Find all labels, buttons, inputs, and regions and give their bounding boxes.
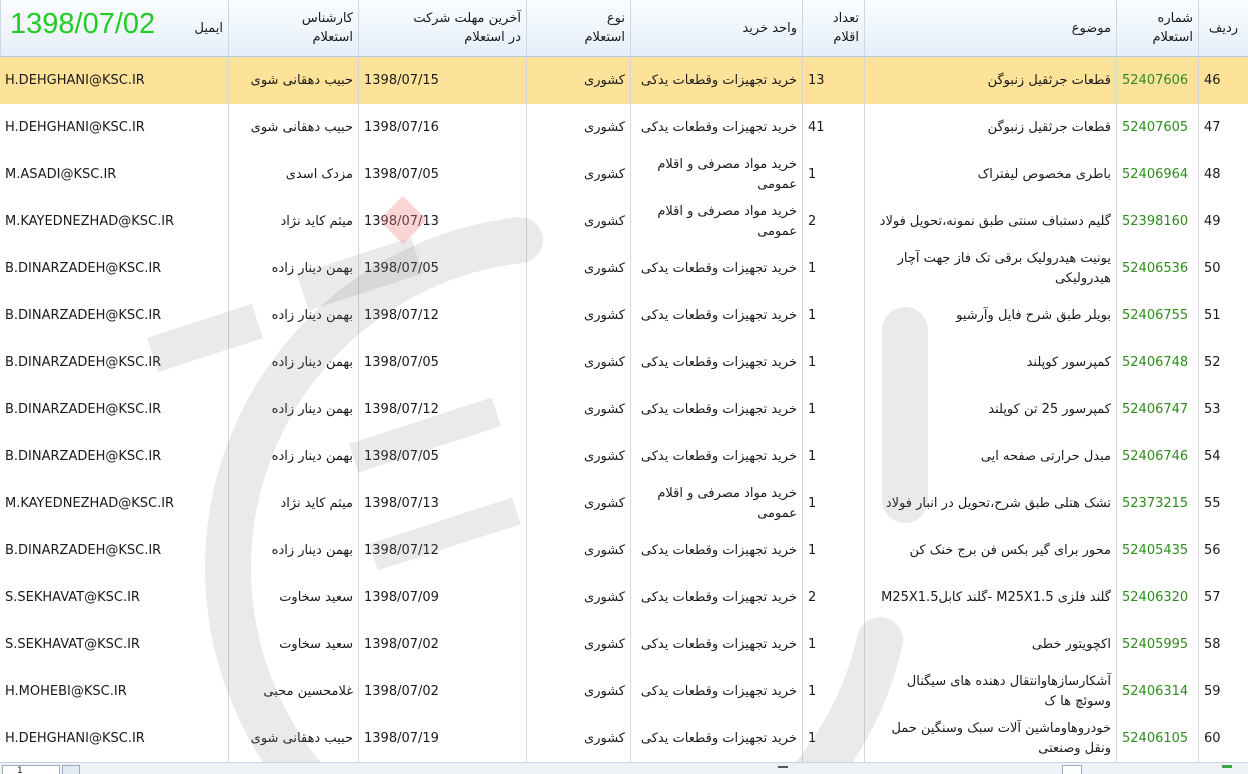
pager-separator-icon: [778, 766, 788, 773]
table-row[interactable]: [0, 245, 1248, 293]
inquiry-number-cell-text: 52406964: [1122, 166, 1189, 182]
col-header-expert[interactable]: کارشناس استعلام: [228, 0, 358, 56]
expert-cell-text: سعید سخاوت: [279, 636, 353, 652]
row-index-cell-text: 55: [1204, 495, 1221, 511]
deadline-cell-text: 1398/07/09: [364, 589, 439, 605]
deadline-cell-text: 1398/07/12: [364, 542, 439, 558]
row-index-cell-text: 53: [1204, 401, 1221, 417]
table-row[interactable]: [0, 104, 1248, 152]
inquiry-number-cell: [1116, 480, 1198, 527]
row-index-cell-text: 54: [1204, 448, 1221, 464]
purchase-unit-cell-text: خرید تجهیزات وقطعات یدکی: [640, 683, 797, 699]
email-cell: [0, 151, 228, 198]
expert-cell-text: بهمن دینار زاده: [271, 260, 353, 276]
table-row[interactable]: [0, 151, 1248, 199]
email-cell: [0, 433, 228, 480]
expert-cell-text: غلامحسین محبی: [263, 683, 353, 699]
deadline-cell-text: 1398/07/02: [364, 683, 439, 699]
subject-cell: [864, 480, 1116, 527]
deadline-cell-text: 1398/07/12: [364, 307, 439, 323]
email-cell-text: H.DEHGHANI@KSC.IR: [5, 72, 145, 88]
inquiry-number-cell: [1116, 57, 1198, 104]
quantity-cell-text: 1: [808, 166, 817, 182]
email-cell: [0, 104, 228, 151]
email-cell: [0, 668, 228, 715]
email-cell-text: S.SEKHAVAT@KSC.IR: [5, 636, 140, 652]
quantity-cell: [802, 104, 864, 151]
table-row[interactable]: [0, 292, 1248, 340]
inquiry-type-cell: [526, 104, 630, 151]
deadline-cell: [358, 57, 526, 104]
deadline-cell: [358, 480, 526, 527]
subject-cell: [864, 57, 1116, 104]
purchase-unit-cell-text: خرید مواد مصرفی و اقلام عمومی: [657, 156, 797, 192]
row-index-cell-text: 58: [1204, 636, 1221, 652]
purchase-unit-cell: [630, 715, 802, 762]
quantity-cell-text: 1: [808, 542, 817, 558]
quantity-cell: [802, 292, 864, 339]
table-row[interactable]: [0, 668, 1248, 716]
email-cell-text: B.DINARZADEH@KSC.IR: [5, 354, 162, 370]
subject-cell: [864, 386, 1116, 433]
subject-cell: [864, 715, 1116, 762]
quantity-cell-text: 1: [808, 683, 817, 699]
inquiry-type-cell: [526, 57, 630, 104]
expert-cell: [228, 715, 358, 762]
inquiry-number-cell-text: 52406314: [1122, 683, 1189, 699]
row-index-cell: [1198, 433, 1248, 480]
subject-cell: [864, 292, 1116, 339]
deadline-cell-text: 1398/07/16: [364, 119, 439, 135]
email-cell-text: B.DINARZADEH@KSC.IR: [5, 307, 162, 323]
expert-cell: [228, 386, 358, 433]
col-header-unit[interactable]: واحد خرید: [630, 0, 802, 56]
row-index-cell: [1198, 104, 1248, 151]
row-index-cell: [1198, 57, 1248, 104]
expert-cell: [228, 480, 358, 527]
purchase-unit-cell-text: خرید تجهیزات وقطعات یدکی: [640, 260, 797, 276]
subject-cell: [864, 668, 1116, 715]
row-index-cell-text: 51: [1204, 307, 1221, 323]
expert-cell-text: بهمن دینار زاده: [271, 401, 353, 417]
subject-cell: [864, 151, 1116, 198]
email-cell: [0, 386, 228, 433]
quantity-cell-text: 1: [808, 307, 817, 323]
quantity-cell: [802, 715, 864, 762]
subject-cell-text: یونیت هیدرولیک برقی تک فاز جهت آچار هیدرولیکی: [897, 250, 1111, 286]
deadline-cell-text: 1398/07/12: [364, 401, 439, 417]
expert-cell-text: مزدک اسدی: [285, 166, 353, 182]
deadline-cell-text: 1398/07/05: [364, 260, 439, 276]
expert-cell: [228, 433, 358, 480]
row-index-cell-text: 46: [1204, 72, 1221, 88]
quantity-cell-text: 1: [808, 636, 817, 652]
deadline-cell: [358, 386, 526, 433]
table-row[interactable]: [0, 339, 1248, 387]
purchase-unit-cell: [630, 386, 802, 433]
row-index-cell-text: 52: [1204, 354, 1221, 370]
subject-cell-text: گلیم دستباف سنتی طبق نمونه،تحویل فولاد: [879, 213, 1111, 229]
inquiry-number-cell: [1116, 198, 1198, 245]
inquiry-type-cell: [526, 339, 630, 386]
table-row[interactable]: [0, 198, 1248, 246]
col-header-row[interactable]: ردیف: [1198, 0, 1248, 56]
subject-cell-text: قطعات جرثقیل زنبوگن: [987, 72, 1111, 88]
quantity-cell: [802, 151, 864, 198]
row-index-cell-text: 50: [1204, 260, 1221, 276]
subject-cell: [864, 339, 1116, 386]
purchase-unit-cell: [630, 574, 802, 621]
inquiry-number-cell-text: 52406747: [1122, 401, 1189, 417]
row-index-cell-text: 49: [1204, 213, 1221, 229]
deadline-cell-text: 1398/07/05: [364, 448, 439, 464]
email-cell: [0, 198, 228, 245]
email-cell-text: H.DEHGHANI@KSC.IR: [5, 730, 145, 746]
email-cell-text: B.DINARZADEH@KSC.IR: [5, 401, 162, 417]
purchase-unit-cell: [630, 433, 802, 480]
subject-cell: [864, 433, 1116, 480]
subject-cell-text: بویلر طبق شرح فایل وآرشیو: [956, 307, 1111, 323]
inquiry-number-cell-text: 52406105: [1122, 730, 1189, 746]
quantity-cell: [802, 198, 864, 245]
col-header-subject[interactable]: موضوع: [864, 0, 1116, 56]
purchase-unit-cell-text: خرید مواد مصرفی و اقلام عمومی: [657, 485, 797, 521]
email-cell: [0, 527, 228, 574]
col-header-email[interactable]: ایمیل: [0, 0, 228, 56]
email-cell-text: M.ASADI@KSC.IR: [5, 166, 117, 182]
inquiry-number-cell: [1116, 527, 1198, 574]
email-cell-text: B.DINARZADEH@KSC.IR: [5, 448, 162, 464]
inquiry-type-cell-text: کشوری: [584, 401, 625, 417]
inquiry-type-cell: [526, 480, 630, 527]
purchase-unit-cell-text: خرید تجهیزات وقطعات یدکی: [640, 354, 797, 370]
email-cell-text: M.KAYEDNEZHAD@KSC.IR: [5, 495, 175, 511]
inquiry-number-cell: [1116, 433, 1198, 480]
row-index-cell: [1198, 386, 1248, 433]
quantity-cell-text: 1: [808, 354, 817, 370]
row-index-cell-text: 47: [1204, 119, 1221, 135]
deadline-cell: [358, 245, 526, 292]
inquiry-type-cell-text: کشوری: [584, 354, 625, 370]
row-index-cell: [1198, 292, 1248, 339]
row-index-cell-text: 60: [1204, 730, 1221, 746]
subject-cell-text: آشکارسازهاوانتقال دهنده های سیگنال وسوئچ ها ک: [906, 673, 1111, 709]
expert-cell: [228, 104, 358, 151]
inquiry-type-cell-text: کشوری: [584, 542, 625, 558]
inquiry-number-cell-text: 52405435: [1122, 542, 1189, 558]
row-index-cell-text: 48: [1204, 166, 1221, 182]
deadline-cell: [358, 574, 526, 621]
subject-cell: [864, 527, 1116, 574]
subject-cell: [864, 621, 1116, 668]
quantity-cell: [802, 57, 864, 104]
table-row[interactable]: [0, 574, 1248, 622]
row-index-cell: [1198, 245, 1248, 292]
inquiry-number-cell-text: 52406320: [1122, 589, 1189, 605]
inquiry-type-cell: [526, 668, 630, 715]
subject-cell-text: کمپرسور کوپلند: [1026, 354, 1111, 370]
quantity-cell: [802, 621, 864, 668]
purchase-unit-cell-text: خرید تجهیزات وقطعات یدکی: [640, 119, 797, 135]
subject-cell-text: قطعات جرثقیل زنبوگن: [987, 119, 1111, 135]
expert-cell: [228, 151, 358, 198]
deadline-cell: [358, 715, 526, 762]
quantity-cell: [802, 245, 864, 292]
purchase-unit-cell: [630, 198, 802, 245]
email-cell: [0, 57, 228, 104]
inquiry-type-cell: [526, 527, 630, 574]
inquiry-type-cell: [526, 386, 630, 433]
subject-cell: [864, 574, 1116, 621]
quantity-cell: [802, 527, 864, 574]
subject-cell-text: خودروهاوماشین آلات سبک وسنگین حمل ونقل وصنعتی: [891, 720, 1111, 756]
quantity-cell-text: 1: [808, 495, 817, 511]
inquiry-number-cell-text: 52407605: [1122, 119, 1189, 135]
row-index-cell: [1198, 198, 1248, 245]
table-row[interactable]: [0, 386, 1248, 434]
email-cell: [0, 480, 228, 527]
deadline-cell-text: 1398/07/13: [364, 213, 439, 229]
purchase-unit-cell: [630, 668, 802, 715]
deadline-cell: [358, 339, 526, 386]
expert-cell-text: میثم کاید نژاد: [280, 213, 353, 229]
subject-cell-text: گلند فلزی M25X1.5 -گلند کابلM25X1.5: [881, 589, 1111, 605]
row-index-cell: [1198, 480, 1248, 527]
purchase-unit-cell: [630, 104, 802, 151]
email-cell: [0, 292, 228, 339]
quantity-cell-text: 1: [808, 730, 817, 746]
expert-cell-text: بهمن دینار زاده: [271, 448, 353, 464]
inquiry-type-cell-text: کشوری: [584, 307, 625, 323]
subject-cell-text: باطری مخصوص لیفتراک: [977, 166, 1111, 182]
inquiry-type-cell: [526, 245, 630, 292]
inquiry-type-cell-text: کشوری: [584, 683, 625, 699]
deadline-cell: [358, 198, 526, 245]
grid-header: [0, 0, 1248, 57]
pager-bar: [0, 762, 1248, 774]
inquiry-number-cell-text: 52406746: [1122, 448, 1189, 464]
quantity-cell-text: 1: [808, 260, 817, 276]
subject-cell-text: محور برای گیر بکس فن برج خنک کن: [909, 542, 1111, 558]
expert-cell: [228, 57, 358, 104]
purchase-unit-cell-text: خرید تجهیزات وقطعات یدکی: [640, 72, 797, 88]
expert-cell-text: میثم کاید نژاد: [280, 495, 353, 511]
quantity-cell-text: 41: [808, 119, 825, 135]
quantity-cell-text: 1: [808, 448, 817, 464]
email-cell: [0, 339, 228, 386]
inquiry-type-cell-text: کشوری: [584, 730, 625, 746]
purchase-unit-cell: [630, 151, 802, 198]
quantity-cell: [802, 433, 864, 480]
purchase-unit-cell: [630, 480, 802, 527]
col-header-type[interactable]: نوع استعلام: [526, 0, 630, 56]
inquiry-number-cell-text: 52407606: [1122, 72, 1189, 88]
col-header-qty[interactable]: تعداد اقلام: [802, 0, 864, 56]
inquiry-number-cell: [1116, 668, 1198, 715]
inquiry-type-cell: [526, 292, 630, 339]
quantity-cell-text: 2: [808, 213, 817, 229]
expert-cell: [228, 339, 358, 386]
inquiry-type-cell-text: کشوری: [584, 119, 625, 135]
inquiry-number-cell-text: 52406755: [1122, 307, 1189, 323]
inquiry-type-cell: [526, 574, 630, 621]
deadline-cell-text: 1398/07/05: [364, 354, 439, 370]
inquiry-type-cell-text: کشوری: [584, 448, 625, 464]
subject-cell: [864, 104, 1116, 151]
row-index-cell: [1198, 621, 1248, 668]
inquiry-number-cell-text: 52398160: [1122, 213, 1189, 229]
inquiry-number-cell: [1116, 151, 1198, 198]
deadline-cell: [358, 292, 526, 339]
row-index-cell: [1198, 715, 1248, 762]
row-index-cell: [1198, 527, 1248, 574]
deadline-cell: [358, 668, 526, 715]
inquiry-number-cell: [1116, 621, 1198, 668]
inquiry-type-cell: [526, 621, 630, 668]
inquiry-type-cell: [526, 715, 630, 762]
inquiry-number-cell-text: 52405995: [1122, 636, 1189, 652]
subject-cell: [864, 198, 1116, 245]
inquiry-type-cell-text: کشوری: [584, 495, 625, 511]
expert-cell-text: حبیب دهقانی شوی: [250, 119, 353, 135]
purchase-unit-cell-text: خرید تجهیزات وقطعات یدکی: [640, 636, 797, 652]
inquiry-type-cell: [526, 198, 630, 245]
deadline-cell: [358, 104, 526, 151]
inquiry-number-cell-text: 52406536: [1122, 260, 1189, 276]
purchase-unit-cell-text: خرید تجهیزات وقطعات یدکی: [640, 730, 797, 746]
col-header-deadline[interactable]: آخرین مهلت شرکت در استعلام: [358, 0, 526, 56]
email-cell: [0, 574, 228, 621]
row-index-cell: [1198, 574, 1248, 621]
purchase-unit-cell-text: خرید تجهیزات وقطعات یدکی: [640, 542, 797, 558]
subject-cell-text: کمپرسور 25 تن کوپلند: [988, 401, 1111, 417]
purchase-unit-cell-text: خرید مواد مصرفی و اقلام عمومی: [657, 203, 797, 239]
expert-cell: [228, 668, 358, 715]
row-index-cell-text: 56: [1204, 542, 1221, 558]
inquiry-number-cell: [1116, 104, 1198, 151]
purchase-unit-cell-text: خرید تجهیزات وقطعات یدکی: [640, 401, 797, 417]
quantity-cell: [802, 339, 864, 386]
email-cell-text: H.DEHGHANI@KSC.IR: [5, 119, 145, 135]
quantity-cell: [802, 480, 864, 527]
expert-cell: [228, 292, 358, 339]
subject-cell-text: اکچویتور خطی: [1031, 636, 1111, 652]
email-cell: [0, 621, 228, 668]
inquiry-type-cell: [526, 151, 630, 198]
quantity-cell: [802, 386, 864, 433]
inquiry-number-cell-text: 52406748: [1122, 354, 1189, 370]
expert-cell-text: حبیب دهقانی شوی: [250, 730, 353, 746]
inquiry-type-cell-text: کشوری: [584, 589, 625, 605]
deadline-cell-text: 1398/07/15: [364, 72, 439, 88]
quantity-cell-text: 13: [808, 72, 825, 88]
email-cell-text: S.SEKHAVAT@KSC.IR: [5, 589, 140, 605]
inquiry-type-cell: [526, 433, 630, 480]
purchase-unit-cell: [630, 621, 802, 668]
expert-cell-text: سعید سخاوت: [279, 589, 353, 605]
inquiry-number-cell: [1116, 715, 1198, 762]
subject-cell-text: مبدل حرارتی صفحه ایی: [980, 448, 1111, 464]
inquiry-type-cell-text: کشوری: [584, 72, 625, 88]
inquiry-number-cell: [1116, 339, 1198, 386]
purchase-unit-cell-text: خرید تجهیزات وقطعات یدکی: [640, 307, 797, 323]
email-cell-text: B.DINARZADEH@KSC.IR: [5, 542, 162, 558]
inquiry-number-cell: [1116, 386, 1198, 433]
inquiry-number-cell-text: 52373215: [1122, 495, 1189, 511]
email-cell-text: H.MOHEBI@KSC.IR: [5, 683, 127, 699]
deadline-cell: [358, 527, 526, 574]
email-cell: [0, 245, 228, 292]
email-cell-text: M.KAYEDNEZHAD@KSC.IR: [5, 213, 175, 229]
purchase-unit-cell: [630, 339, 802, 386]
deadline-cell: [358, 621, 526, 668]
table-row[interactable]: [0, 433, 1248, 481]
inquiry-type-cell-text: کشوری: [584, 166, 625, 182]
deadline-cell-text: 1398/07/05: [364, 166, 439, 182]
purchase-unit-cell-text: خرید تجهیزات وقطعات یدکی: [640, 448, 797, 464]
table-row[interactable]: [0, 621, 1248, 669]
inquiry-type-cell-text: کشوری: [584, 636, 625, 652]
purchase-unit-cell: [630, 292, 802, 339]
purchase-unit-cell: [630, 527, 802, 574]
purchase-unit-cell: [630, 57, 802, 104]
purchase-unit-cell: [630, 245, 802, 292]
deadline-cell-text: 1398/07/02: [364, 636, 439, 652]
expert-cell-text: بهمن دینار زاده: [271, 354, 353, 370]
date-badge: 1398/07/02: [10, 8, 156, 40]
table-row[interactable]: [0, 480, 1248, 528]
expert-cell-text: بهمن دینار زاده: [271, 542, 353, 558]
deadline-cell: [358, 433, 526, 480]
col-header-number[interactable]: شماره استعلام: [1116, 0, 1198, 56]
page-number-input[interactable]: 1: [2, 765, 60, 774]
inquiry-type-cell-text: کشوری: [584, 213, 625, 229]
expert-cell: [228, 198, 358, 245]
inquiry-number-cell: [1116, 292, 1198, 339]
row-index-cell: [1198, 151, 1248, 198]
inquiry-type-cell-text: کشوری: [584, 260, 625, 276]
table-row[interactable]: [0, 527, 1248, 575]
expert-cell-text: بهمن دینار زاده: [271, 307, 353, 323]
expert-cell: [228, 621, 358, 668]
row-index-cell: [1198, 668, 1248, 715]
row-index-cell-text: 59: [1204, 683, 1221, 699]
expert-cell: [228, 245, 358, 292]
inquiry-number-cell: [1116, 245, 1198, 292]
row-index-cell-text: 57: [1204, 589, 1221, 605]
table-row[interactable]: [0, 715, 1248, 762]
quantity-cell-text: 2: [808, 589, 817, 605]
expert-cell: [228, 527, 358, 574]
deadline-cell-text: 1398/07/19: [364, 730, 439, 746]
expert-cell-text: حبیب دهقانی شوی: [250, 72, 353, 88]
quantity-cell-text: 1: [808, 401, 817, 417]
subject-cell: [864, 245, 1116, 292]
inquiry-number-cell: [1116, 574, 1198, 621]
email-cell: [0, 715, 228, 762]
quantity-cell: [802, 574, 864, 621]
quantity-cell: [802, 668, 864, 715]
deadline-cell: [358, 151, 526, 198]
row-index-cell: [1198, 339, 1248, 386]
subject-cell-text: تشک هتلی طبق شرح،تحویل در انبار فولاد: [885, 495, 1111, 511]
table-row[interactable]: [0, 57, 1248, 105]
purchase-unit-cell-text: خرید تجهیزات وقطعات یدکی: [640, 589, 797, 605]
email-cell-text: B.DINARZADEH@KSC.IR: [5, 260, 162, 276]
expert-cell: [228, 574, 358, 621]
deadline-cell-text: 1398/07/13: [364, 495, 439, 511]
